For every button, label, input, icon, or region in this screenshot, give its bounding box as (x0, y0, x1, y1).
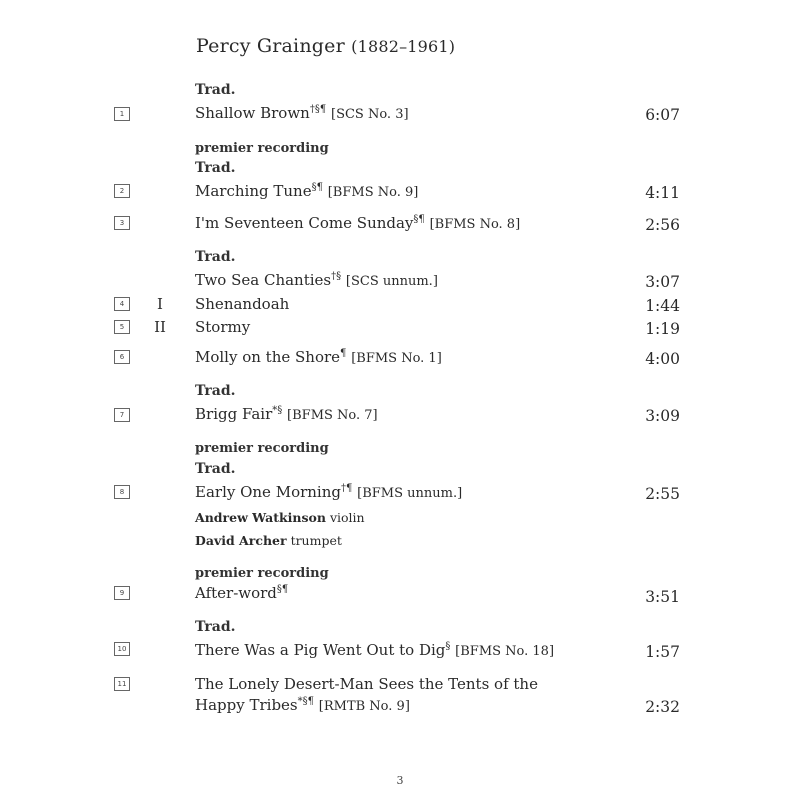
track-duration: 2:56 (645, 216, 680, 234)
performer-instrument: trumpet (290, 533, 342, 548)
track-catalog: [BFMS unnum.] (357, 486, 463, 501)
trad-label: Trad. (195, 82, 236, 98)
track-title-line (195, 318, 250, 336)
performer-credit (195, 533, 342, 548)
premiere-note: premier recording (195, 566, 329, 581)
track-marks: †¶ (341, 483, 353, 494)
track-marks: ¶ (340, 348, 347, 359)
track-duration: 2:55 (645, 485, 680, 503)
track-title: Marching Tune (195, 182, 312, 200)
track-catalog: [BFMS No. 18] (455, 644, 555, 659)
performer-name: Andrew Watkinson (195, 510, 326, 525)
track-duration: 2:32 (645, 698, 680, 716)
track-duration: 1:44 (645, 297, 680, 315)
track-catalog: [SCS unnum.] (345, 274, 438, 289)
composer-name: Percy Grainger (196, 35, 345, 57)
track-title-cont: Happy Tribes (195, 696, 298, 714)
track-title-line (195, 214, 520, 232)
movement-numeral: II (154, 318, 166, 336)
trad-label: Trad. (195, 461, 236, 477)
track-number-box: 3 (114, 216, 130, 230)
performer-name: David Archer (195, 533, 287, 548)
track-title: Shenandoah (195, 295, 290, 313)
track-title-line (195, 182, 418, 200)
track-title-line (195, 104, 409, 122)
track-number-box: 4 (114, 297, 130, 311)
track-title-line (195, 348, 442, 366)
track-marks: §¶ (276, 584, 289, 595)
track-number-box: 8 (114, 485, 130, 499)
track-number-box: 7 (114, 408, 130, 422)
track-duration: 4:11 (645, 184, 680, 202)
track-title-line (195, 295, 289, 313)
track-number-box: 11 (114, 677, 130, 691)
track-number-box: 1 (114, 107, 130, 121)
track-title-line (195, 675, 538, 693)
track-marks: *§¶ (297, 696, 314, 707)
track-title: Molly on the Shore (195, 348, 341, 366)
track-duration: 3:51 (645, 588, 680, 606)
track-number-box: 6 (114, 350, 130, 364)
track-duration: 3:09 (645, 407, 680, 425)
track-title: The Lonely Desert-Man Sees the Tents of the (195, 675, 538, 693)
trad-label: Trad. (195, 619, 236, 635)
track-duration: 3:07 (645, 273, 680, 291)
track-title-continuation (195, 696, 410, 714)
track-number-box: 9 (114, 586, 130, 600)
track-marks: †§ (331, 271, 342, 282)
track-number-box: 2 (114, 184, 130, 198)
track-title: Stormy (195, 318, 251, 336)
track-catalog: [RMTB No. 9] (318, 699, 410, 714)
premiere-note: premier recording (195, 141, 329, 156)
track-catalog: [BFMS No. 1] (351, 351, 442, 366)
track-title: Early One Morning (195, 483, 341, 501)
track-duration: 1:19 (645, 320, 680, 338)
track-title: After-word (195, 584, 277, 602)
track-number-box: 10 (114, 642, 130, 656)
track-title: Two Sea Chanties (195, 271, 332, 289)
track-title-line (195, 483, 462, 501)
page-number: 3 (396, 774, 404, 787)
track-catalog: [BFMS No. 8] (429, 217, 521, 232)
track-marks: § (445, 641, 451, 652)
trad-label: Trad. (195, 249, 236, 265)
premiere-note: premier recording (195, 441, 329, 456)
track-title: Brigg Fair (195, 405, 273, 423)
track-marks: †§¶ (309, 104, 327, 115)
composer-dates: (1882–1961) (351, 37, 456, 56)
track-duration: 4:00 (645, 350, 680, 368)
track-title-line (195, 405, 378, 423)
track-marks: *§ (272, 405, 283, 416)
track-marks: §¶ (311, 182, 323, 193)
track-catalog: [BFMS No. 9] (327, 185, 419, 200)
track-catalog: [SCS No. 3] (331, 107, 409, 122)
track-title: I'm Seventeen Come Sunday (195, 214, 414, 232)
track-title-line (195, 641, 554, 659)
track-title: There Was a Pig Went Out to Dig (195, 641, 446, 659)
track-title: Shallow Brown (195, 104, 310, 122)
track-number-box: 5 (114, 320, 130, 334)
track-duration: 1:57 (645, 643, 680, 661)
track-catalog: [BFMS No. 7] (287, 408, 378, 423)
performer-instrument: violin (329, 510, 365, 525)
track-title-line (195, 584, 288, 602)
performer-credit (195, 510, 365, 525)
trad-label: Trad. (195, 383, 236, 399)
trad-label: Trad. (195, 160, 236, 176)
track-title-line (195, 271, 438, 289)
track-marks: §¶ (413, 214, 425, 225)
movement-numeral: I (157, 295, 163, 313)
track-duration: 6:07 (645, 106, 680, 124)
